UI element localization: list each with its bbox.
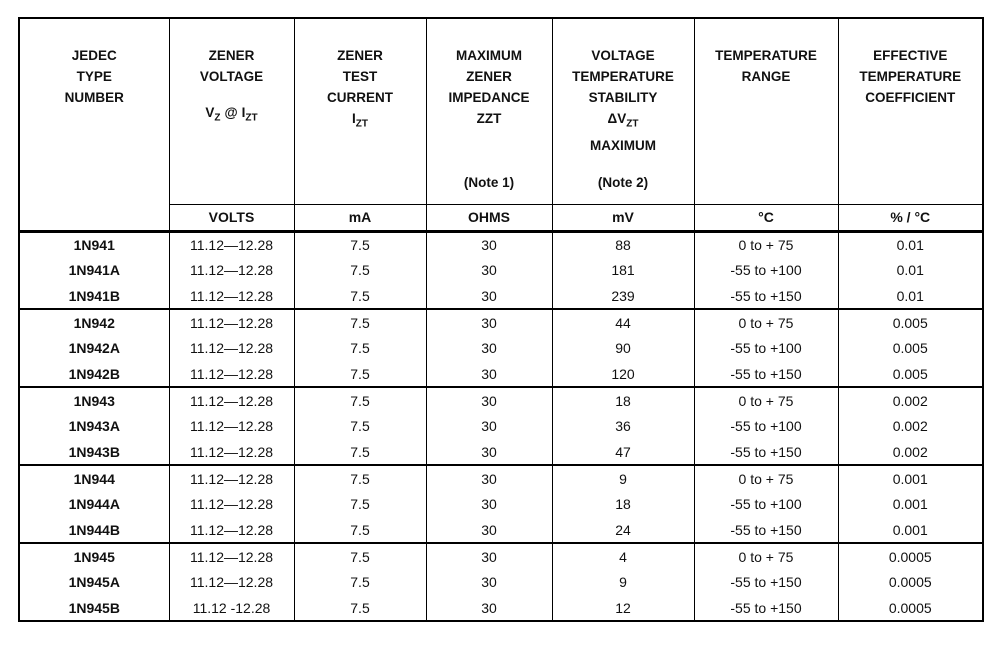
data-cell: 0.0005 (838, 569, 983, 595)
data-cell: 30 (426, 231, 552, 257)
data-cell: 7.5 (294, 491, 426, 517)
table-row (19, 465, 983, 491)
header-line: STABILITY (588, 90, 658, 105)
jedec-type-cell: 1N944A (19, 491, 169, 517)
data-cell: 44 (552, 309, 694, 335)
delta-vzt-symbol: $\Delta V_{ZT}$ (607, 111, 639, 130)
data-cell: 0.002 (838, 387, 983, 413)
zener-spec-table (18, 17, 984, 622)
header-line: VOLTAGE (591, 48, 655, 63)
header-line: COEFFICIENT (865, 90, 956, 105)
data-cell: 0.005 (838, 361, 983, 387)
data-cell: 0.01 (838, 257, 983, 283)
data-cell: 30 (426, 335, 552, 361)
data-cell: 30 (426, 517, 552, 543)
header-line: TYPE (76, 69, 112, 84)
data-cell: -55 to +100 (694, 257, 838, 283)
data-cell: 11.12—12.28 (169, 439, 294, 465)
table-row (19, 517, 983, 543)
jedec-type-cell: 1N941A (19, 257, 169, 283)
header-line: ZENER (466, 69, 512, 84)
table-row (19, 439, 983, 465)
jedec-type-cell: 1N942 (19, 309, 169, 335)
data-cell: 0 to + 75 (694, 231, 838, 257)
data-cell: 18 (552, 387, 694, 413)
unit-volts: VOLTS (169, 204, 294, 231)
data-cell: 11.12—12.28 (169, 283, 294, 309)
data-cell: 7.5 (294, 439, 426, 465)
data-cell: 7.5 (294, 517, 426, 543)
data-cell: 30 (426, 465, 552, 491)
unit-ohms: OHMS (426, 204, 552, 231)
header-line: EFFECTIVE (873, 48, 948, 63)
data-cell: 0.001 (838, 491, 983, 517)
header-line: NUMBER (64, 90, 124, 105)
data-cell: 11.12—12.28 (169, 569, 294, 595)
data-cell: 47 (552, 439, 694, 465)
data-cell: 11.12—12.28 (169, 517, 294, 543)
data-cell: 7.5 (294, 465, 426, 491)
header-line: TEMPERATURE (859, 69, 962, 84)
data-cell: 9 (552, 569, 694, 595)
data-cell: -55 to +150 (694, 595, 838, 621)
data-cell: 181 (552, 257, 694, 283)
data-cell: 30 (426, 309, 552, 335)
data-cell: 11.12—12.28 (169, 309, 294, 335)
data-cell: 36 (552, 413, 694, 439)
data-cell: 30 (426, 543, 552, 569)
data-cell: 0.001 (838, 465, 983, 491)
unit-percent-per-celsius: % / °C (838, 204, 983, 231)
data-cell: 11.12—12.28 (169, 387, 294, 413)
data-cell: 7.5 (294, 387, 426, 413)
data-cell: 11.12—12.28 (169, 543, 294, 569)
data-cell: 11.12—12.28 (169, 361, 294, 387)
table-row (19, 491, 983, 517)
data-cell: 0.0005 (838, 595, 983, 621)
table-row (19, 335, 983, 361)
data-cell: 30 (426, 361, 552, 387)
jedec-type-cell: 1N945A (19, 569, 169, 595)
note-2-reference: (Note 2) (597, 175, 649, 190)
header-line: ZENER (208, 48, 255, 63)
data-cell: 4 (552, 543, 694, 569)
table-row (19, 595, 983, 621)
header-line: IMPEDANCE (448, 90, 530, 105)
data-cell: 120 (552, 361, 694, 387)
note-1-reference: (Note 1) (463, 175, 515, 190)
data-cell: 18 (552, 491, 694, 517)
data-cell: 30 (426, 257, 552, 283)
data-cell: 12 (552, 595, 694, 621)
table-row (19, 543, 983, 569)
data-cell: 0.0005 (838, 543, 983, 569)
data-cell: 7.5 (294, 569, 426, 595)
data-cell: 0.002 (838, 413, 983, 439)
data-cell: 11.12—12.28 (169, 465, 294, 491)
data-cell: -55 to +150 (694, 439, 838, 465)
jedec-type-cell: 1N941B (19, 283, 169, 309)
table-header (19, 18, 983, 231)
jedec-type-cell: 1N944B (19, 517, 169, 543)
data-cell: 7.5 (294, 309, 426, 335)
data-cell: 30 (426, 569, 552, 595)
header-line: RANGE (741, 69, 791, 84)
data-cell: 11.12—12.28 (169, 257, 294, 283)
table-row (19, 231, 983, 257)
data-cell: 11.12—12.28 (169, 231, 294, 257)
data-cell: 11.12 -12.28 (169, 595, 294, 621)
data-cell: 24 (552, 517, 694, 543)
jedec-type-cell: 1N943A (19, 413, 169, 439)
data-cell: 88 (552, 231, 694, 257)
vz-at-izt-symbol: $V_Z$ @ $I_{ZT}$ (205, 105, 258, 124)
table-row (19, 283, 983, 309)
data-cell: 7.5 (294, 413, 426, 439)
header-line: TEMPERATURE (715, 48, 817, 63)
data-cell: 7.5 (294, 231, 426, 257)
header-line: ZZT (476, 111, 502, 126)
data-cell: 11.12—12.28 (169, 491, 294, 517)
unit-celsius: °C (694, 204, 838, 231)
data-cell: 7.5 (294, 257, 426, 283)
table-row (19, 257, 983, 283)
jedec-type-cell: 1N943B (19, 439, 169, 465)
data-cell: -55 to +150 (694, 283, 838, 309)
data-cell: 0.001 (838, 517, 983, 543)
data-cell: -55 to +150 (694, 361, 838, 387)
jedec-type-cell: 1N944 (19, 465, 169, 491)
data-cell: 0.005 (838, 335, 983, 361)
data-cell: 0 to + 75 (694, 543, 838, 569)
data-cell: 7.5 (294, 595, 426, 621)
data-cell: 0.01 (838, 283, 983, 309)
jedec-type-cell: 1N943 (19, 387, 169, 413)
jedec-type-cell: 1N945 (19, 543, 169, 569)
header-line: MAXIMUM (590, 137, 656, 153)
col-header-voltage-temp-stability (552, 18, 694, 204)
data-cell: 0 to + 75 (694, 387, 838, 413)
data-cell: -55 to +150 (694, 517, 838, 543)
jedec-type-cell: 1N941 (19, 231, 169, 257)
jedec-type-cell: 1N942A (19, 335, 169, 361)
data-cell: -55 to +100 (694, 413, 838, 439)
data-cell: 11.12—12.28 (169, 335, 294, 361)
header-line: MAXIMUM (456, 48, 522, 63)
col-header-max-zener-impedance (426, 18, 552, 204)
table-body (19, 231, 983, 621)
unit-ma: mA (294, 204, 426, 231)
data-cell: 0 to + 75 (694, 309, 838, 335)
data-cell: 7.5 (294, 361, 426, 387)
table-row (19, 309, 983, 335)
data-cell: 30 (426, 595, 552, 621)
col-header-zener-voltage (169, 18, 294, 204)
col-header-jedec-type-number (19, 18, 169, 231)
data-cell: 30 (426, 439, 552, 465)
data-cell: 7.5 (294, 543, 426, 569)
data-cell: 30 (426, 491, 552, 517)
header-line: TEMPERATURE (572, 69, 674, 84)
header-row (19, 18, 983, 204)
data-cell: 7.5 (294, 283, 426, 309)
header-line: JEDEC (71, 48, 117, 63)
data-cell: 90 (552, 335, 694, 361)
data-cell: 0.01 (838, 231, 983, 257)
header-line: VOLTAGE (199, 69, 264, 84)
table-row (19, 387, 983, 413)
data-cell: 0.005 (838, 309, 983, 335)
data-cell: 0.002 (838, 439, 983, 465)
header-line: TEST (342, 69, 378, 84)
header-line: ZENER (337, 48, 383, 63)
data-cell: 11.12—12.28 (169, 413, 294, 439)
data-cell: 9 (552, 465, 694, 491)
jedec-type-cell: 1N942B (19, 361, 169, 387)
table-row (19, 569, 983, 595)
data-cell: 30 (426, 283, 552, 309)
izt-symbol: $I_{ZT}$ (352, 111, 368, 130)
table-row (19, 361, 983, 387)
col-header-temperature-range (694, 18, 838, 204)
col-header-effective-temp-coefficient (838, 18, 983, 204)
header-line: CURRENT (327, 90, 393, 105)
data-cell: 30 (426, 413, 552, 439)
data-cell: 7.5 (294, 335, 426, 361)
table-row (19, 413, 983, 439)
data-cell: -55 to +150 (694, 569, 838, 595)
data-cell: -55 to +100 (694, 491, 838, 517)
data-cell: 30 (426, 387, 552, 413)
data-cell: 239 (552, 283, 694, 309)
unit-mv: mV (552, 204, 694, 231)
jedec-type-cell: 1N945B (19, 595, 169, 621)
col-header-zener-test-current (294, 18, 426, 204)
data-cell: 0 to + 75 (694, 465, 838, 491)
data-cell: -55 to +100 (694, 335, 838, 361)
